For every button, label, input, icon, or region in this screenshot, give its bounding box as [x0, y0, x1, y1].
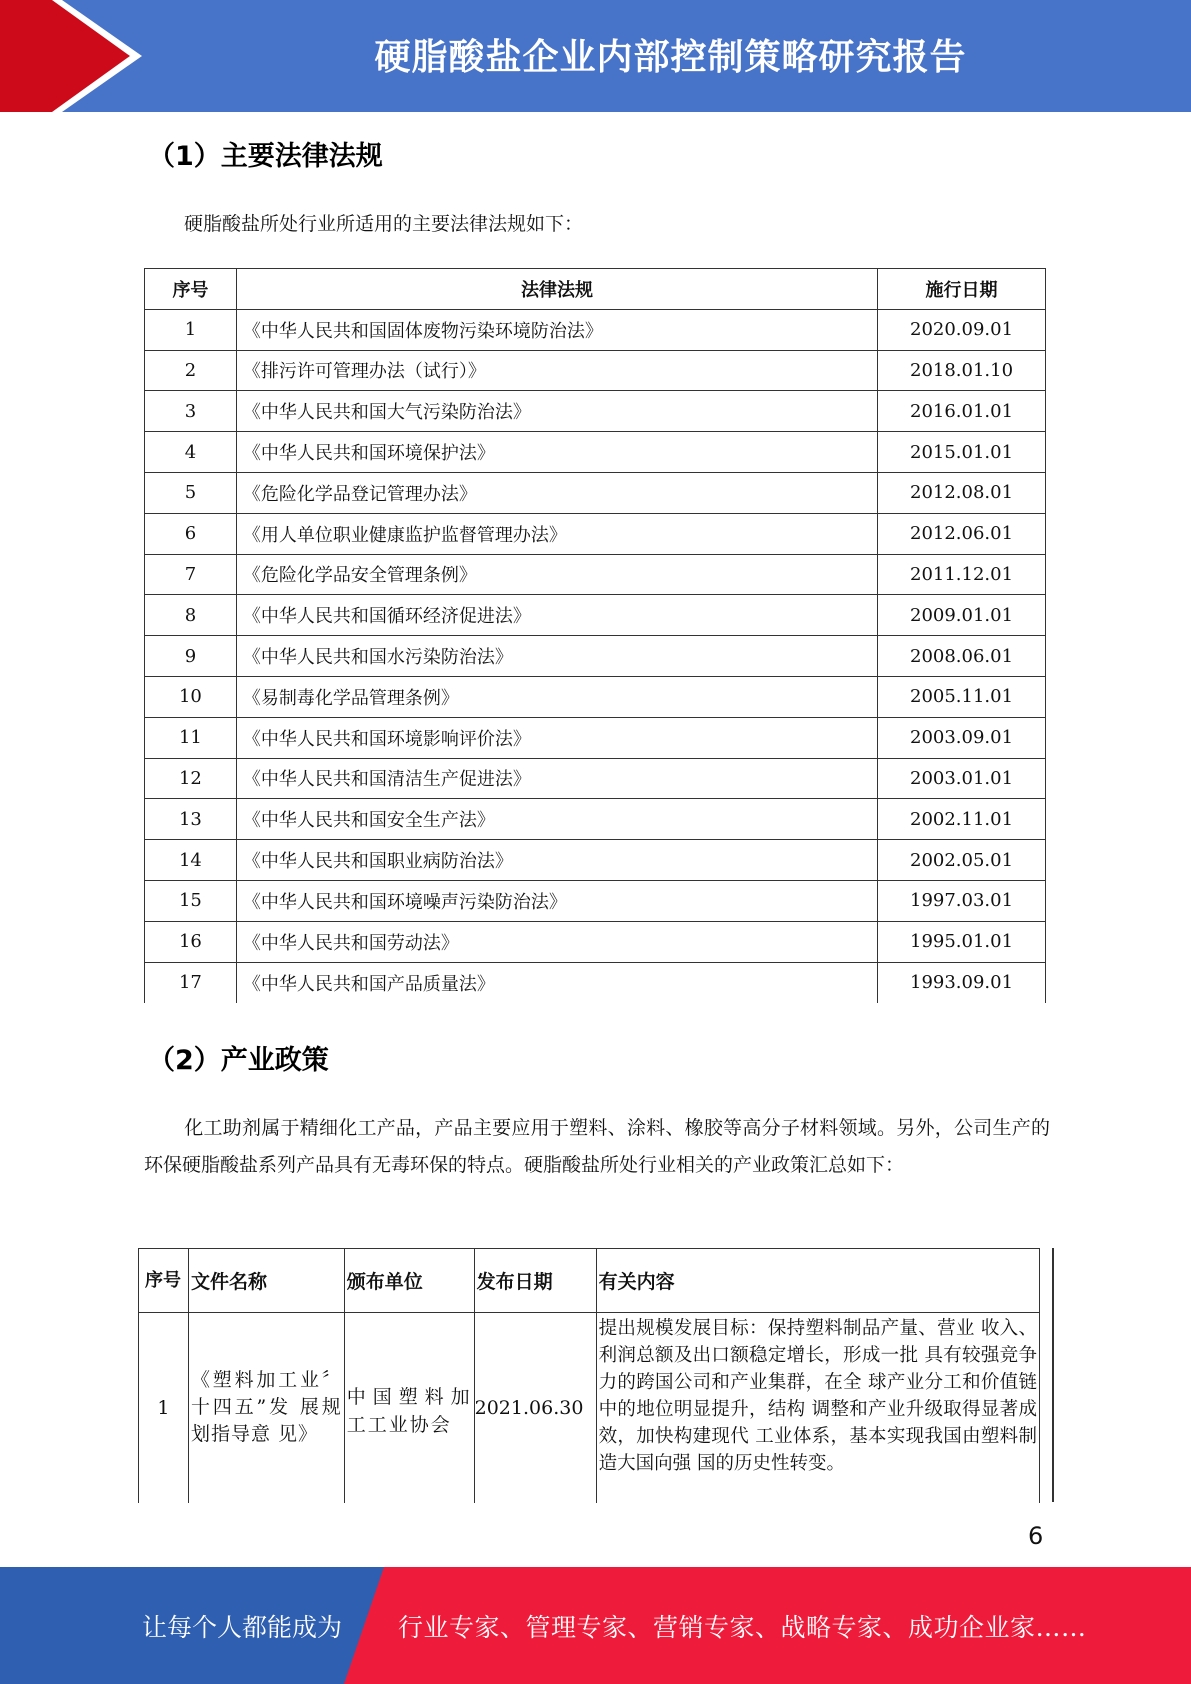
law-name: 《用人单位职业健康监护监督管理办法》: [236, 513, 877, 554]
table-row: [145, 676, 1046, 717]
page-header: [0, 0, 1191, 112]
law-num: 1: [145, 309, 237, 350]
law-num: 15: [145, 880, 237, 921]
law-num: 6: [145, 513, 237, 554]
law-num: 14: [145, 840, 237, 881]
law-date: 2020.09.01: [878, 309, 1046, 350]
table-row: [145, 309, 1046, 350]
table-row: [145, 921, 1046, 962]
law-num: 4: [145, 432, 237, 473]
table-row: [145, 962, 1046, 1003]
policy-content: 提出规模发展目标：保持塑料制品产量、营业 收入、利润总额及出口额稳定增长，形成一批 具有较强竞争力的跨国公司和产业集群，在全 球产业分工和价值链中的地位明显提升，结构 调整和产业升级取得显著成效，加快构建现代 工业体系，基本实现我国由塑料制造大国向强 国的历史性转变。: [596, 1313, 1039, 1503]
law-name: 《中华人民共和国环境影响评价法》: [236, 717, 877, 758]
law-date: 1997.03.01: [878, 880, 1046, 921]
col-header-doc: 文件名称: [188, 1249, 344, 1313]
law-date: 2012.08.01: [878, 472, 1046, 513]
law-num: 17: [145, 962, 237, 1003]
law-name: 《中华人民共和国清洁生产促进法》: [236, 758, 877, 799]
law-num: 8: [145, 595, 237, 636]
law-num: 10: [145, 676, 237, 717]
laws-table: [144, 268, 1046, 1003]
law-name: 《中华人民共和国劳动法》: [236, 921, 877, 962]
policy-doc: 《塑料加工业〞十四五”发 展规划指导意 见》: [188, 1313, 344, 1503]
law-date: 1995.01.01: [878, 921, 1046, 962]
report-title: 硬脂酸盐企业内部控制策略研究报告: [374, 36, 967, 78]
col-header-num: 序号: [145, 269, 237, 310]
law-name: 《中华人民共和国产品质量法》: [236, 962, 877, 1003]
law-date: 2018.01.10: [878, 350, 1046, 391]
col-header-date: 施行日期: [878, 269, 1046, 310]
law-name: 《中华人民共和国环境噪声污染防治法》: [236, 880, 877, 921]
law-name: 《中华人民共和国环境保护法》: [236, 432, 877, 473]
policy-issuer: 中国塑料加工工业协会: [344, 1313, 474, 1503]
table-row: [145, 799, 1046, 840]
laws-intro: [144, 206, 1044, 243]
law-date: 2008.06.01: [878, 636, 1046, 677]
law-num: 3: [145, 391, 237, 432]
section-heading-laws: （1）主要法律法规: [148, 141, 383, 172]
law-name: 《危险化学品登记管理办法》: [236, 472, 877, 513]
law-date: 2003.09.01: [878, 717, 1046, 758]
table-row: [145, 636, 1046, 677]
table-row: [145, 513, 1046, 554]
law-num: 2: [145, 350, 237, 391]
law-num: 7: [145, 554, 237, 595]
law-date: 2012.06.01: [878, 513, 1046, 554]
policy-intro: [144, 1110, 1050, 1184]
table-row: [145, 840, 1046, 881]
law-date: 2005.11.01: [878, 676, 1046, 717]
policy-table: [138, 1248, 1040, 1503]
law-name: 《中华人民共和国职业病防治法》: [236, 840, 877, 881]
law-name: 《中华人民共和国水污染防治法》: [236, 636, 877, 677]
law-name: 《中华人民共和国固体废物污染环境防治法》: [236, 309, 877, 350]
law-num: 16: [145, 921, 237, 962]
col-header-date: 发布日期: [474, 1249, 596, 1313]
law-date: 2015.01.01: [878, 432, 1046, 473]
table-row: [145, 554, 1046, 595]
law-date: 2002.11.01: [878, 799, 1046, 840]
table-row: [145, 432, 1046, 473]
law-date: 2003.01.01: [878, 758, 1046, 799]
law-num: 12: [145, 758, 237, 799]
law-name: 《排污许可管理办法（试行）》: [236, 350, 877, 391]
law-date: 2011.12.01: [878, 554, 1046, 595]
footer-slogan-left: 让每个人都能成为: [142, 1612, 343, 1642]
table-row: [145, 880, 1046, 921]
col-header-seq: 序号: [139, 1249, 189, 1313]
law-name: 《中华人民共和国安全生产法》: [236, 799, 877, 840]
law-name: 《中华人民共和国大气污染防治法》: [236, 391, 877, 432]
col-header-issuer: 颁布单位: [344, 1249, 474, 1313]
law-num: 5: [145, 472, 237, 513]
footer-slogan-right: 行业专家、管理专家、营销专家、战略专家、成功企业家……: [398, 1612, 1087, 1642]
table-row: [139, 1313, 1040, 1503]
law-num: 11: [145, 717, 237, 758]
policy-num: 1: [139, 1313, 189, 1503]
law-num: 9: [145, 636, 237, 677]
laws-intro-text: 硬脂酸盐所处行业所适用的主要法律法规如下：: [184, 213, 584, 235]
col-header-content: 有关内容: [596, 1249, 1039, 1313]
table-edge-rule: [1052, 1248, 1054, 1502]
law-name: 《危险化学品安全管理条例》: [236, 554, 877, 595]
law-date: 2009.01.01: [878, 595, 1046, 636]
page-footer: [0, 1567, 1191, 1684]
table-row: [145, 350, 1046, 391]
law-name: 《中华人民共和国循环经济促进法》: [236, 595, 877, 636]
laws-table-header: [145, 269, 1046, 310]
law-num: 13: [145, 799, 237, 840]
table-row: [145, 717, 1046, 758]
policy-table-header: [139, 1249, 1040, 1313]
section-heading-policy: （2）产业政策: [148, 1045, 329, 1076]
table-row: [145, 472, 1046, 513]
law-date: 1993.09.01: [878, 962, 1046, 1003]
table-row: [145, 391, 1046, 432]
table-row: [145, 758, 1046, 799]
law-date: 2016.01.01: [878, 391, 1046, 432]
table-row: [145, 595, 1046, 636]
law-date: 2002.05.01: [878, 840, 1046, 881]
col-header-law: 法律法规: [236, 269, 877, 310]
law-name: 《易制毒化学品管理条例》: [236, 676, 877, 717]
page-number: 6: [1028, 1522, 1044, 1550]
policy-date: 2021.06.30: [474, 1313, 596, 1503]
policy-intro-text: 化工助剂属于精细化工产品，产品主要应用于塑料、涂料、橡胶等高分子材料领域。另外，公司生产的环保硬脂酸盐系列产品具有无毒环保的特点。硬脂酸盐所处行业相关的产业政策汇总如下：: [144, 1117, 1050, 1176]
